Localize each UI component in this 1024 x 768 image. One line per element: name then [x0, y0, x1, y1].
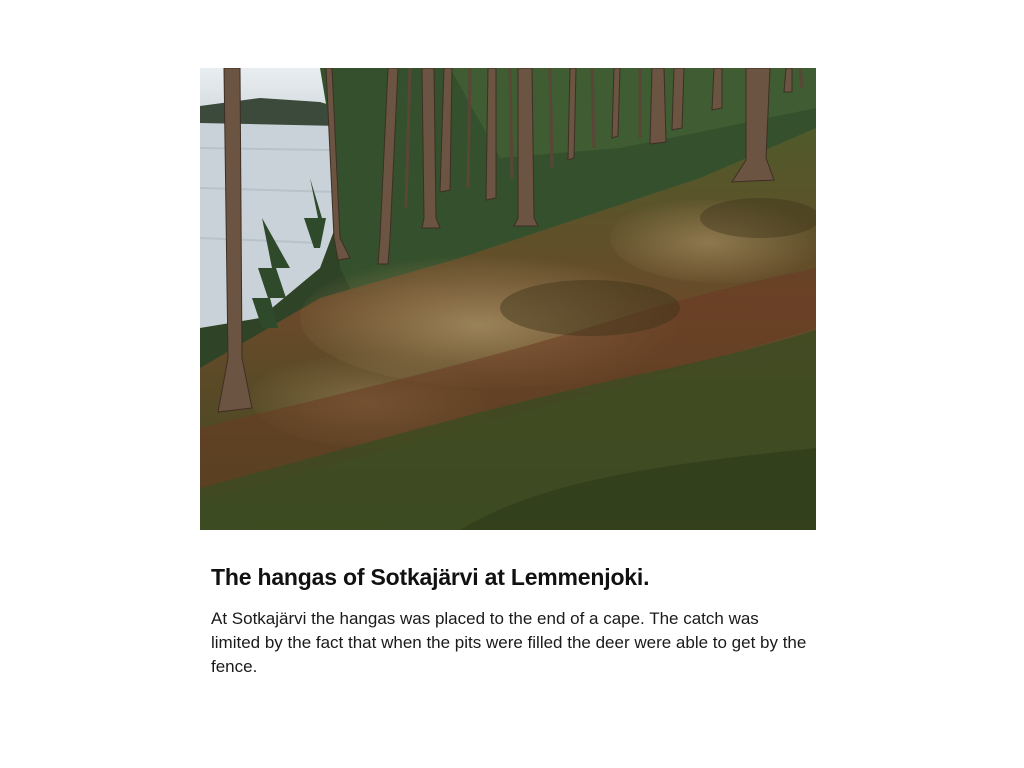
- slide-title: The hangas of Sotkajärvi at Lemmenjoki.: [211, 564, 650, 590]
- forest-photo: [200, 68, 816, 530]
- slide-body-text: At Sotkajärvi the hangas was placed to the end of a cape. The catch was limited by the fact that when the pits were filled the deer were able to get by the fence.: [211, 609, 807, 676]
- forest-photo-illustration: [200, 68, 816, 530]
